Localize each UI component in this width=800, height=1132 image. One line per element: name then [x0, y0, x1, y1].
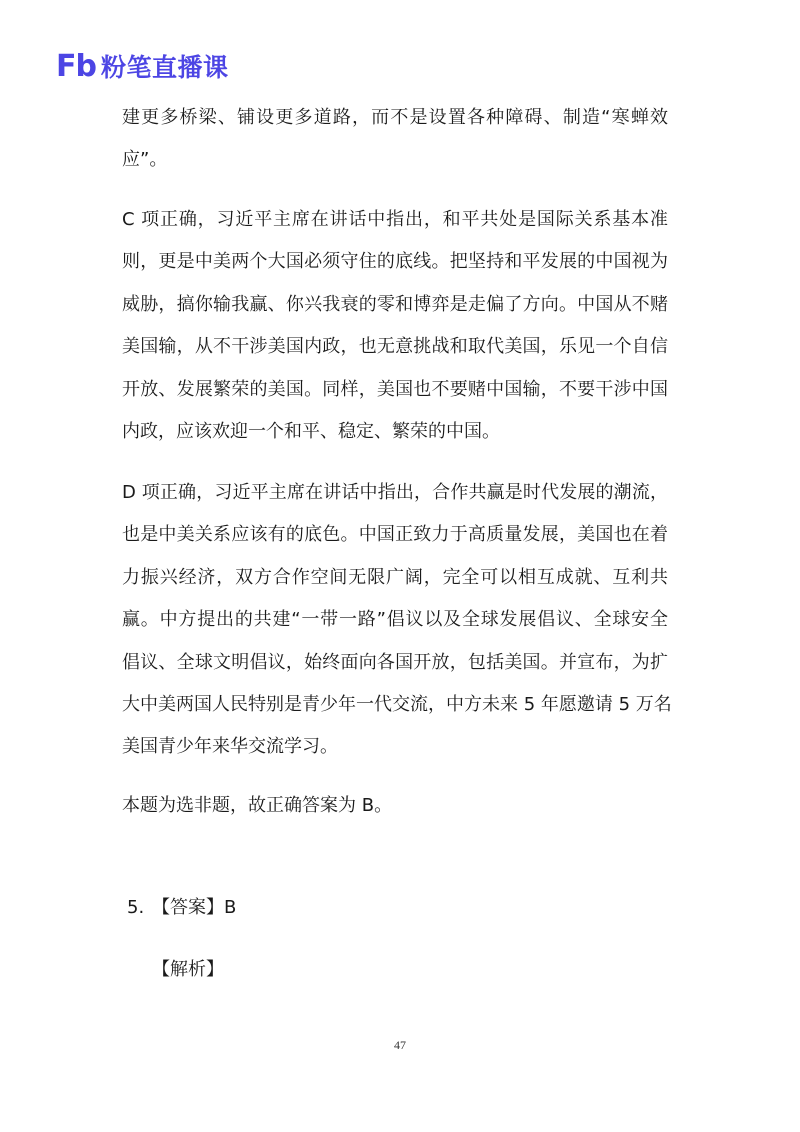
- text-line: 则，更是中美两个大国必须守住的底线。把坚持和平发展的中国视为: [122, 251, 668, 273]
- text-line: 美国输，从不干涉美国内政，也无意挑战和取代美国，乐见一个自信: [122, 336, 668, 358]
- page-number: 47: [394, 1038, 406, 1052]
- text-line: C 项正确，习近平主席在讲话中指出，和平共处是国际关系基本准: [122, 209, 668, 230]
- brand-name: 粉笔直播课: [101, 53, 229, 82]
- text-line: D 项正确，习近平主席在讲话中指出，合作共赢是时代发展的潮流，: [122, 482, 668, 503]
- text-line: 美国青少年来华交流学习。: [122, 736, 338, 758]
- text-line: 大中美两国人民特别是青少年一代交流，中方未来 5 年愿邀请 5 万名: [122, 693, 672, 715]
- text-line: 内政，应该欢迎一个和平、稳定、繁荣的中国。: [122, 420, 500, 442]
- paragraph-option-d: [122, 472, 672, 769]
- text-line: 威胁，搞你输我赢、你兴我衰的零和博弈是走偏了方向。中国从不赌: [122, 293, 668, 315]
- answer-label: 【答案】B: [152, 897, 237, 918]
- analysis-label: 【解析】: [152, 959, 224, 980]
- text-line: 本题为选非题，故正确答案为 B。: [122, 795, 393, 816]
- text-line: 建更多桥梁、铺设更多道路，而不是设置各种障碍、制造“寒蝉效: [122, 107, 668, 128]
- text-line: 赢。中方提出的共建“一带一路”倡议以及全球发展倡议、全球安全: [122, 609, 668, 631]
- text-line: 也是中美关系应该有的底色。中国正致力于高质量发展，美国也在着: [122, 524, 668, 546]
- answer-number: 5.: [127, 897, 145, 918]
- text-line: 应”。: [122, 149, 168, 171]
- text-line: 倡议、全球文明倡议，始终面向各国开放，包括美国。并宣布，为扩: [122, 651, 668, 673]
- paragraph-conclusion: [122, 785, 668, 827]
- brand-logo-icon: Fb: [56, 49, 96, 84]
- paragraph-continuation: [122, 97, 668, 182]
- text-line: 力振兴经济，双方合作空间无限广阔，完全可以相互成就、互利共: [122, 566, 668, 588]
- paragraph-option-c: [122, 199, 668, 453]
- text-line: 开放、发展繁荣的美国。同样，美国也不要赌中国输，不要干涉中国: [122, 378, 668, 400]
